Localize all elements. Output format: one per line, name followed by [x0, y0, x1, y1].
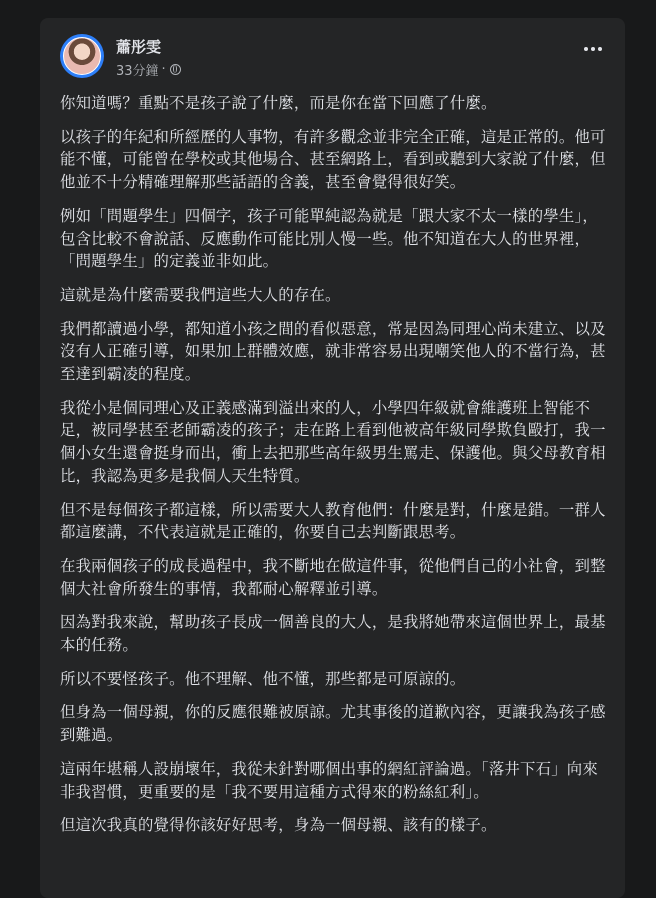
post-paragraph: 在我兩個孩子的成長過程中，我不斷地在做這件事，從他們自己的小社會，到整個大社會所發生的事情，我都耐心解釋並引導。: [60, 556, 606, 598]
more-options-icon[interactable]: [579, 40, 607, 58]
post-paragraph: 以孩子的年紀和所經歷的人事物，有許多觀念並非完全正確，這是正常的。他可能不懂，可能曾在學校或其他場合、甚至網路上，看到或聽到大家說了什麼，但他並不十分精確理解那些話語的含義，甚至會覺得很好笑。: [60, 127, 606, 192]
post-paragraph: 但身為一個母親，你的反應很難被原諒。尤其事後的道歉內容，更讓我為孩子感到難過。: [60, 703, 606, 745]
post-paragraph: 我從小是個同理心及正義感滿到溢出來的人，小學四年級就會維護班上智能不足，被同學甚至老師霸凌的孩子；走在路上看到他被高年級同學欺負毆打，我一個小女生還會挺身而出，衝上去把那些高年級男生罵走、保護他。與父母教育相比，我認為更多是我個人天生特質。: [60, 398, 606, 485]
globe-icon[interactable]: [170, 64, 181, 75]
post-meta: [116, 60, 181, 79]
post-paragraph: 因為對我來說，幫助孩子長成一個善良的大人，是我將她帶來這個世界上，最基本的任務。: [60, 613, 606, 655]
post-paragraph: 所以不要怪孩子。他不理解、他不懂，那些都是可原諒的。: [60, 669, 466, 688]
more-dot: [598, 47, 602, 51]
post-body: [60, 92, 608, 848]
post-paragraph: 但這次我真的覺得你該好好思考，身為一個母親、該有的樣子。: [60, 816, 497, 835]
post-timestamp[interactable]: 33分鐘: [116, 64, 159, 79]
post-paragraph: 但不是每個孩子都這樣，所以需要大人教育他們：什麼是對，什麼是錯。一群人都這麼講，不代表這就是正確的，你要自己去判斷跟思考。: [60, 500, 606, 542]
more-dot: [584, 47, 588, 51]
more-dot: [591, 47, 595, 51]
post-paragraph: 這就是為什麼需要我們這些大人的存在。: [60, 285, 341, 304]
post-paragraph: 我們都讀過小學，都知道小孩之間的看似惡意，常是因為同理心尚未建立、以及沒有人正確引導，如果加上群體效應，就非常容易出現嘲笑他人的不當行為，甚至達到霸凌的程度。: [60, 319, 606, 384]
meta-separator: ·: [161, 62, 166, 77]
post-paragraph: 這兩年堪稱人設崩壞年，我從未針對哪個出事的網紅評論過。「落井下石」向來非我習慣，更重要的是「我不要用這種方式得來的粉絲紅利」。: [60, 759, 598, 801]
post-paragraph: 你知道嗎？重點不是孩子說了什麼，而是你在當下回應了什麼。: [60, 94, 497, 112]
post-paragraph: 例如「問題學生」四個字，孩子可能單純認為就是「跟大家不太一樣的學生」，包含比較不會說話、反應動作可能比別人慢一些。他不知道在大人的世界裡，「問題學生」的定義並非如此。: [60, 206, 598, 271]
post-card: [40, 18, 625, 898]
author-name[interactable]: 蕭彤雯: [116, 38, 162, 56]
avatar-image: [63, 37, 101, 75]
avatar[interactable]: [60, 34, 104, 78]
